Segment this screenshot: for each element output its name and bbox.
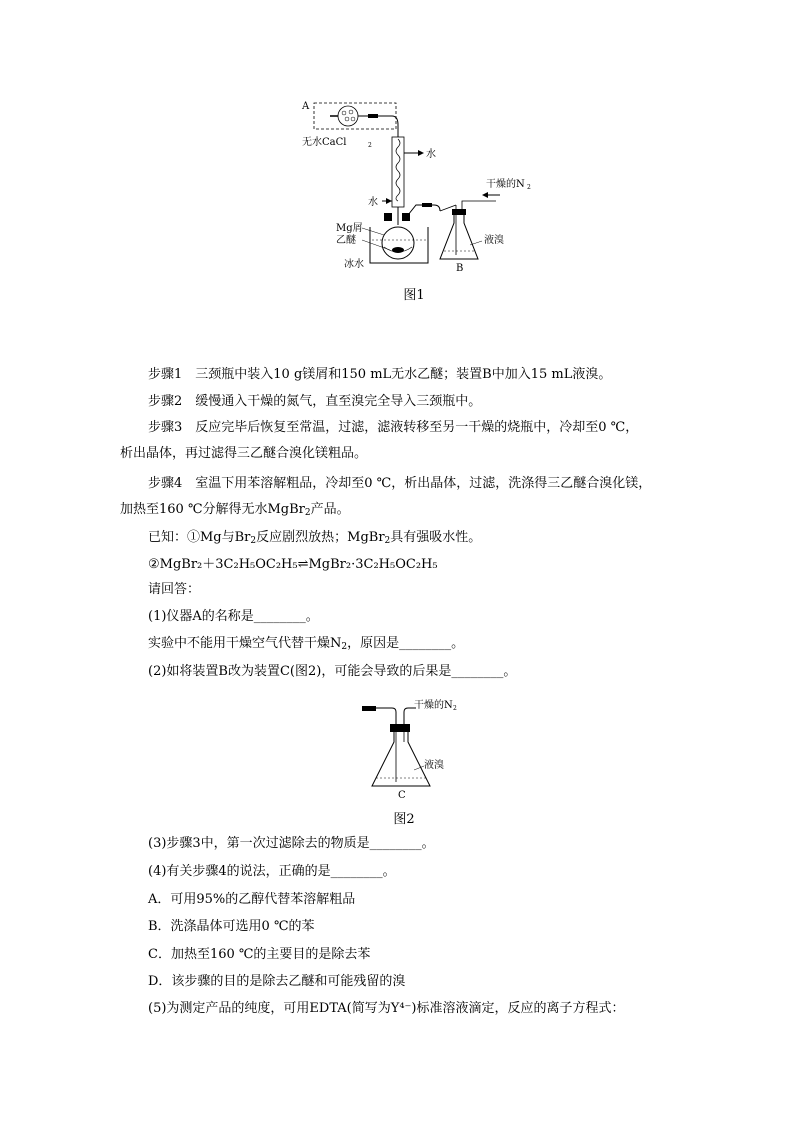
question-5: (5)为测定产品的纯度，可用EDTA(简写为Y⁴⁻)标准溶液滴定，反应的离子方程式： [148, 1001, 625, 1016]
step-1: 步骤1 三颈瓶中装入10 g镁屑和150 mL无水乙醚；装置B中加入15 mL液溴。 [148, 367, 612, 382]
figure-2-caption: 图2 [393, 812, 415, 827]
fig1-label-br: 液溴 [484, 235, 504, 246]
figure-1-apparatus [300, 95, 530, 275]
fig2-label-dry-n2: 干燥的N [414, 700, 453, 711]
fig1-label-ice: 冰水 [344, 259, 364, 270]
question-1b: 实验中不能用干燥空气代替干燥$N_2$，原因是________。 [148, 636, 465, 652]
fig1-label-dry-n2: 干燥的N [486, 179, 525, 190]
svg-text:2: 2 [453, 705, 457, 712]
fig1-label-a: A [302, 101, 310, 112]
known-2-equation: ②MgBr₂＋3C₂H₅OC₂H₅⇌MgBr₂·3C₂H₅OC₂H₅ [148, 557, 438, 572]
step-3-line-1: 步骤3 反应完毕后恢复至常温，过滤，滤液转移至另一干燥的烧瓶中，冷却至0 ℃， [148, 420, 639, 435]
questions-intro: 请回答： [148, 582, 201, 597]
svg-text:2: 2 [368, 142, 372, 149]
fig2-label-c: C [398, 790, 406, 801]
fig1-label-cacl2: 无水CaCl [302, 137, 347, 148]
question-4: (4)有关步骤4的说法，正确的是________。 [148, 864, 396, 879]
figure-2-apparatus [356, 698, 456, 800]
step-4-line-2: 加热至160 ℃分解得无水MgBr$_2$产品。 [120, 502, 350, 518]
step-2: 步骤2 缓慢通入干燥的氮气，直至溴完全导入三颈瓶中。 [148, 394, 482, 409]
fig2-label-br: 液溴 [424, 760, 444, 771]
option-b: B．洗涤晶体可选用0 ℃的苯 [148, 919, 315, 934]
figure-1-caption: 图1 [403, 288, 425, 303]
option-a: A．可用95%的乙醇代替苯溶解粗品 [148, 892, 356, 907]
step-4-line-1: 步骤4 室温下用苯溶解粗品，冷却至0 ℃，析出晶体，过滤，洗涤得三乙醚合溴化镁， [148, 476, 652, 491]
question-2: (2)如将装置B改为装置C(图2)，可能会导致的后果是________。 [148, 664, 517, 679]
question-3: (3)步骤3中，第一次过滤除去的物质是________。 [148, 836, 435, 851]
known-1: 已知：①Mg与$Br_2$反应剧烈放热；MgBr$_2$具有强吸水性。 [148, 530, 482, 546]
option-d: D．该步骤的目的是除去乙醚和可能残留的溴 [148, 974, 406, 989]
question-1a: (1)仪器A的名称是________。 [148, 609, 319, 624]
fig1-label-water-in: 水 [368, 197, 378, 208]
fig1-label-water-out: 水 [426, 149, 436, 160]
fig1-label-ether: 乙醚 [336, 235, 356, 246]
fig1-label-b: B [456, 263, 464, 274]
step-3-line-2: 析出晶体，再过滤得三乙醚合溴化镁粗品。 [120, 446, 368, 461]
fig1-label-mg: Mg屑 [336, 223, 363, 234]
option-c: C．加热至160 ℃的主要目的是除去苯 [148, 947, 371, 962]
svg-text:2: 2 [527, 184, 531, 191]
